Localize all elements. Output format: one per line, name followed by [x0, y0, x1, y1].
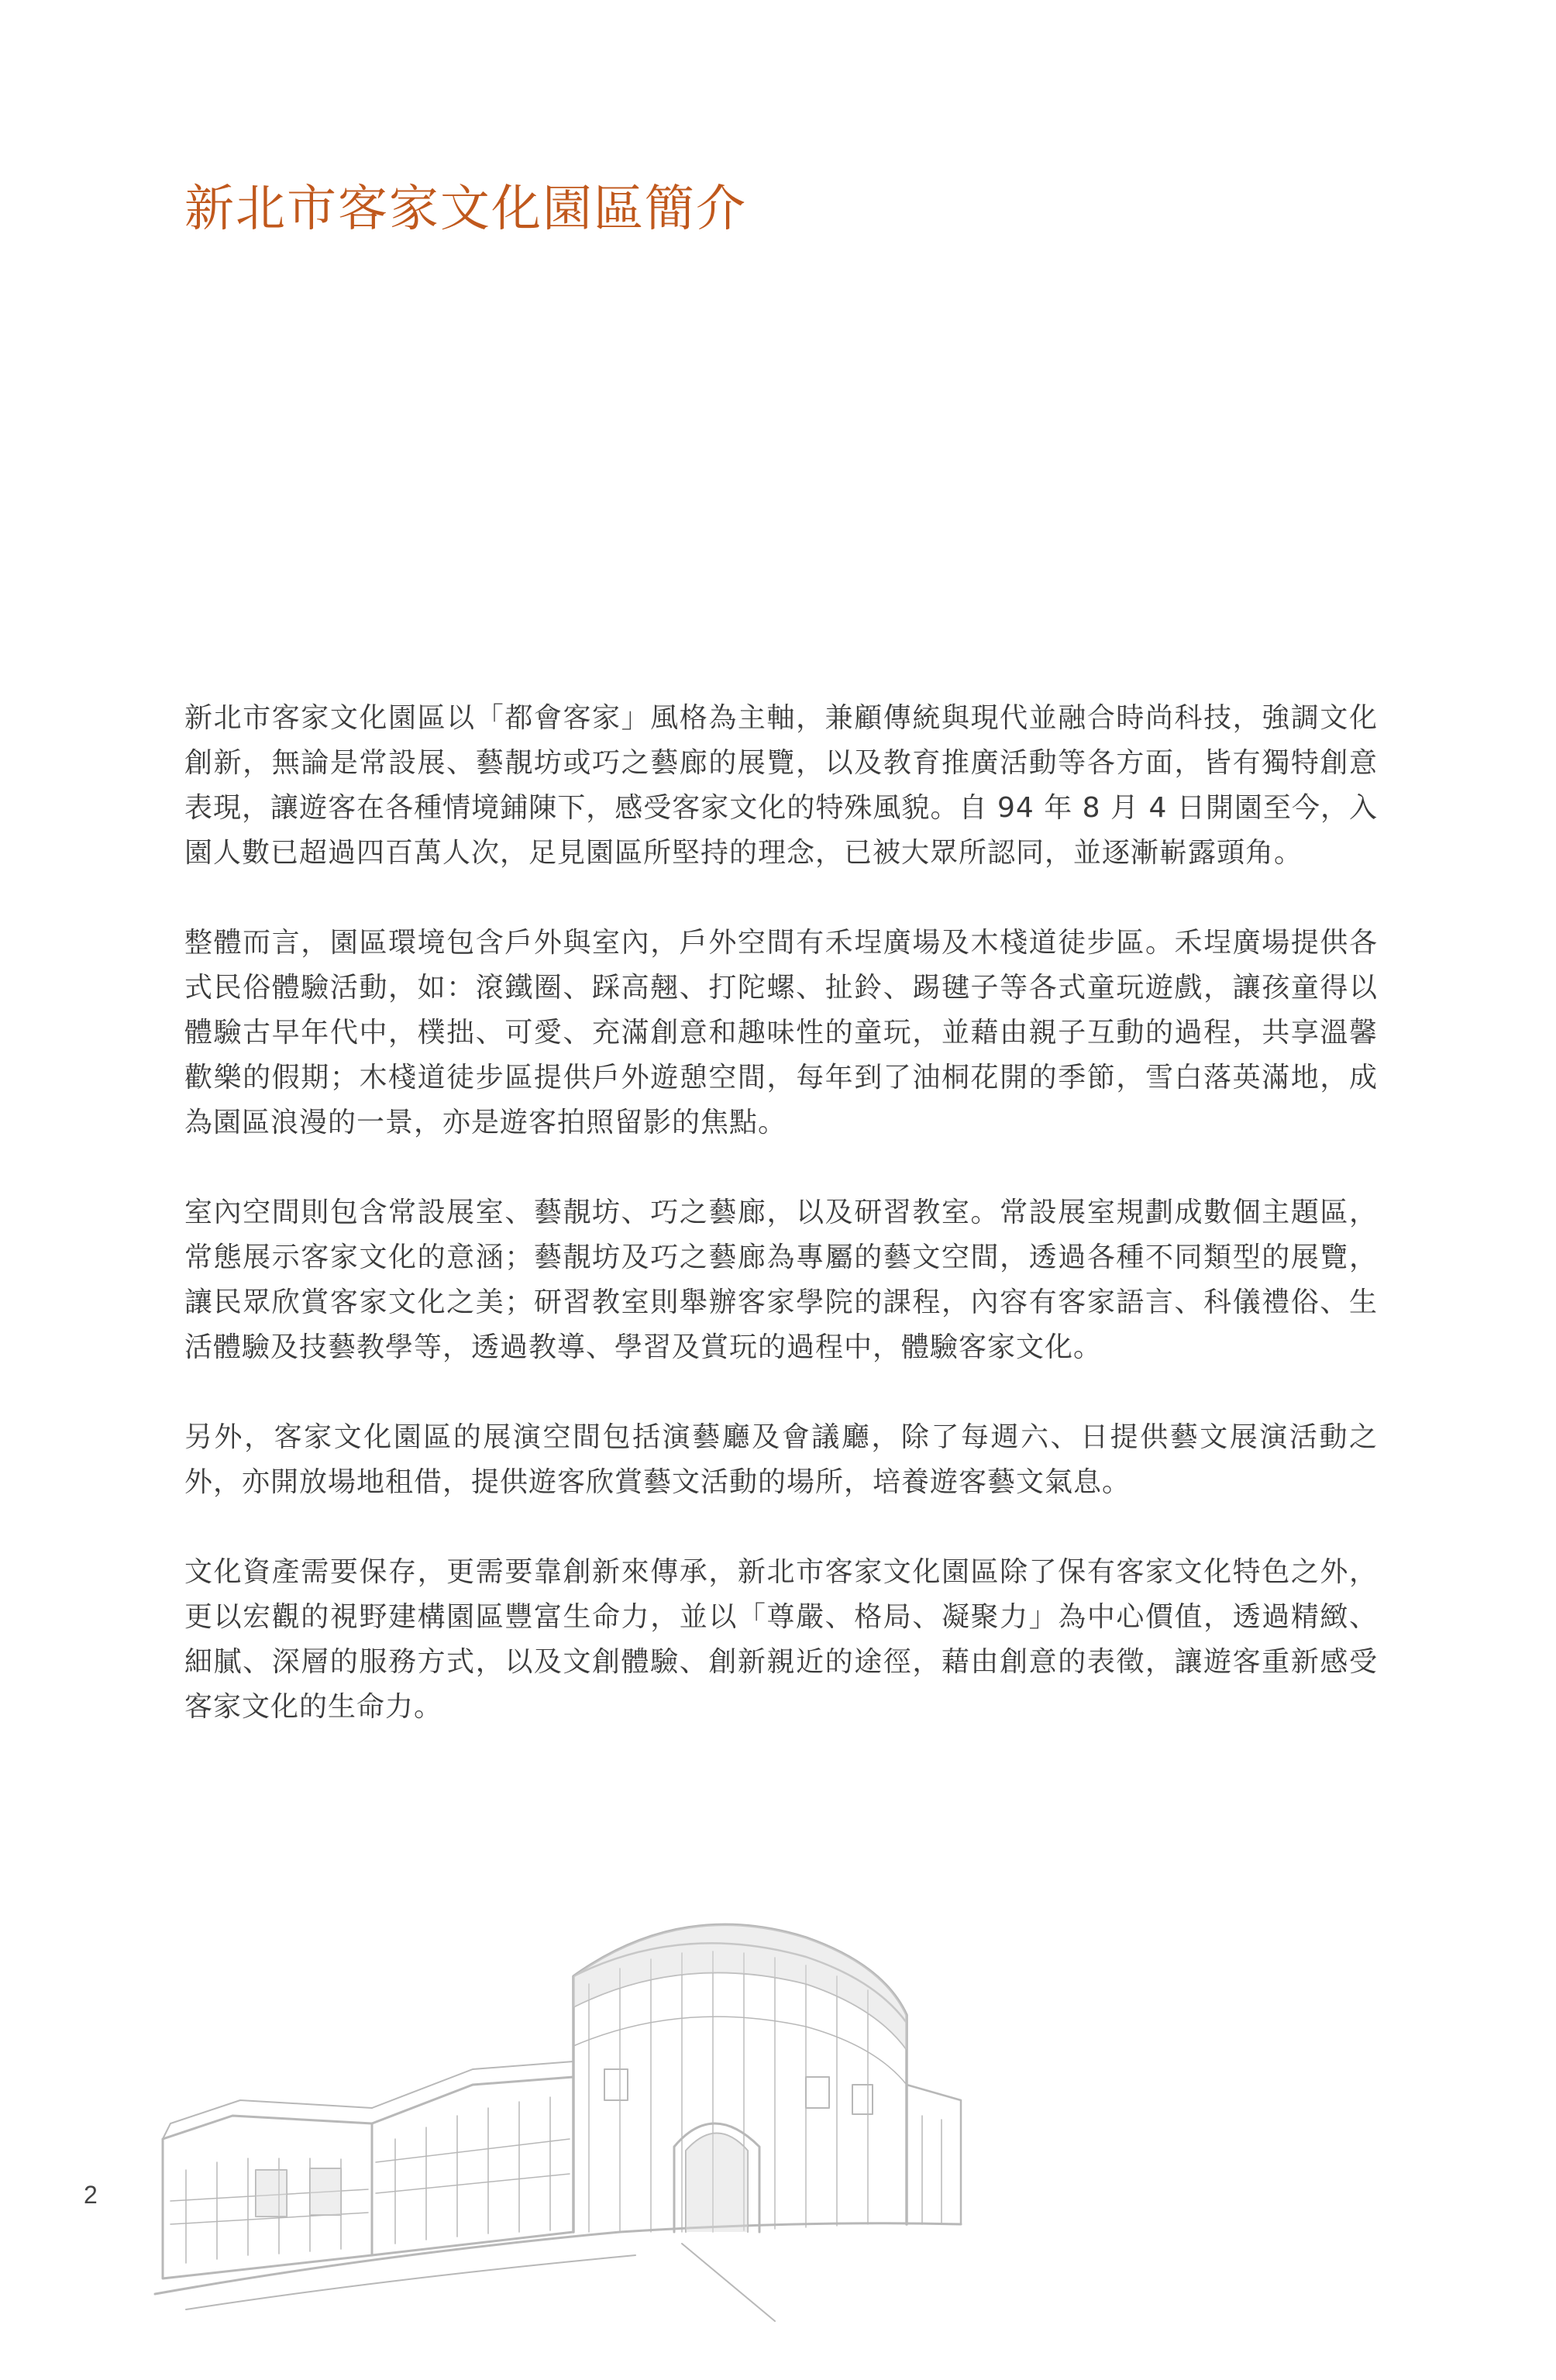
paragraph-environment: 整體而言，園區環境包含戶外與室內，戶外空間有禾埕廣場及木棧道徒步區。禾埕廣場提供各式民俗體驗活動，如：滾鐵圈、踩高翹、打陀螺、扯鈴、踢毽子等各式童玩遊戲，讓孩童得以體驗古早年代中，樸拙、可愛、充滿創意和趣味性的童玩，並藉由親子互動的過程，共享溫馨歡樂的假期；木棧道徒步區提供戶外遊憩空間，每年到了油桐花開的季節，雪白落英滿地，成為園區浪漫的一景，亦是遊客拍照留影的焦點。 — [184, 927, 1378, 1138]
paragraph-cultural-heritage: 文化資產需要保存，更需要靠創新來傳承，新北市客家文化園區除了保有客家文化特色之外，更以宏觀的視野建構園區豐富生命力，並以「尊嚴、格局、凝聚力」為中心價值，透過精緻、細膩、深層的服務方式，以及文創體驗、創新親近的途徑，藉由創意的表徵，讓遊客重新感受客家文化的生命力。 — [184, 1556, 1378, 1723]
page-title: 新北市客家文化園區簡介 — [184, 181, 747, 238]
paragraph-intro: 新北市客家文化園區以「都會客家」風格為主軸，兼顧傳統與現代並融合時尚科技，強調文化創新，無論是常設展、藝靚坊或巧之藝廊的展覽，以及教育推廣活動等各方面，皆有獨特創意表現，讓遊客在各種情境鋪陳下，感受客家文化的特殊風貌。自 94 年 8 月 4 日開園至今，入園人數已超過四百萬人次，足見園區所堅持的理念，已被大眾所認同，並逐漸嶄露頭角。 — [184, 702, 1378, 869]
building-sketch-illustration — [139, 1891, 976, 2325]
paragraph-performance-spaces: 另外，客家文化園區的展演空間包括演藝廳及會議廳，除了每週六、日提供藝文展演活動之外，亦開放場地租借，提供遊客欣賞藝文活動的場所，培養遊客藝文氣息。 — [184, 1421, 1378, 1498]
page-number: 2 — [84, 2181, 98, 2209]
body-text — [184, 696, 1378, 1775]
paragraph-indoor-spaces: 室內空間則包含常設展室、藝靚坊、巧之藝廊，以及研習教室。常設展室規劃成數個主題區，常態展示客家文化的意涵；藝靚坊及巧之藝廊為專屬的藝文空間，透過各種不同類型的展覽，讓民眾欣賞客家文化之美；研習教室則舉辦客家學院的課程，內容有客家語言、科儀禮俗、生活體驗及技藝教學等，透過教導、學習及賞玩的過程中，體驗客家文化。 — [184, 1197, 1378, 1363]
